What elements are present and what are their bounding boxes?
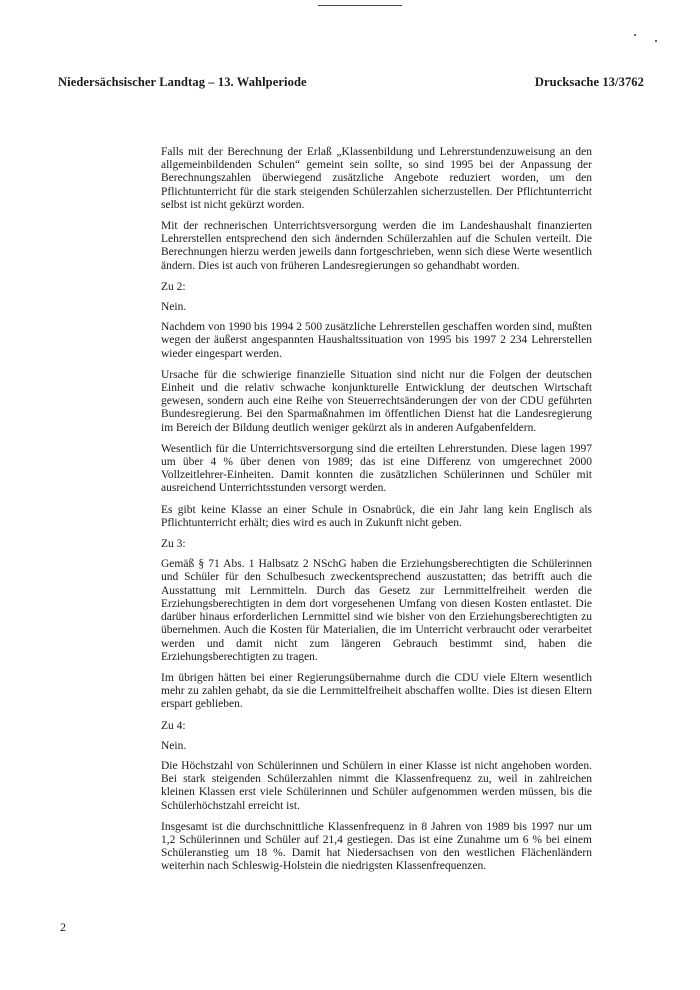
page-header [58, 75, 644, 90]
scan-speck [655, 40, 657, 42]
page-number: 2 [60, 920, 66, 934]
header-title: Niedersächsischer Landtag – 13. Wahlperiode [58, 75, 307, 89]
paragraph: Im übrigen hätten bei einer Regierungsübernahme durch die CDU viele Eltern wesentlich mehr zu zahlen gehabt, da sie die Lernmittelfreiheit abschaffen wollte. Dies ist diesen Eltern erspart geblieben. [161, 671, 592, 711]
paragraph: Die Höchstzahl von Schülerinnen und Schülern in einer Klasse ist nicht angehoben worden. Bei stark steigenden Schülerzahlen nimmt die Klassenfrequenz zu, weil in zahlreichen kleinen Klassen erst viele Schülerinnen und Schüler aufgenommen werden müssen, bis die Schülerhöchstzahl erreicht ist. [161, 759, 592, 812]
section-label: Zu 3: [161, 538, 186, 551]
paragraph: Insgesamt ist die durchschnittliche Klassenfrequenz in 8 Jahren von 1989 bis 1997 nur um 1,2 Schülerinnen und Schüler auf 21,4 gestiegen. Das ist eine Zunahme um 6 % bei einem Schüleranstieg um 18 %. Damit hat Niedersachsen von den westlichen Flächenländern weiterhin nach Schleswig-Holstein die niedrigsten Klassenfrequenzen. [161, 820, 592, 873]
paragraph: Es gibt keine Klasse an einer Schule in Osnabrück, die ein Jahr lang kein Englisch als Pflichtunterricht erhält; dies wird es auch in Zukunft nicht geben. [161, 503, 592, 529]
paragraph: Nachdem von 1990 bis 1994 2 500 zusätzliche Lehrerstellen geschaffen worden sind, mußten wegen der äußerst angespannten Haushaltssituation von 1995 bis 1997 2 234 Lehrerstellen wieder eingespart werden. [161, 321, 592, 360]
paragraph: Falls mit der Berechnung der Erlaß „Klassenbildung und Lehrerstundenzuweisung an den allgemeinbildenden Schulen“ gemeint sein sollte, so sind 1995 bei der Anpassung der Berechnungszahlen überwiegend zusätzliche Angebote reduziert worden, um den Pflichtunterricht für die stark steigenden Schülerzahlen sicherzustellen. Der Pflichtunterricht selbst ist nicht gekürzt worden. [161, 146, 592, 211]
document-body [161, 146, 592, 882]
paragraph: Ursache für die schwierige finanzielle Situation sind nicht nur die Folgen der deutschen Einheit und die relativ schwache konjunkturelle Entwicklung der deutschen Wirtschaft gewesen, sondern auch eine Reihe von Steuerrechtsänderungen der von der CDU geführten Bundesregierung. Bei den Sparmaßnahmen im öffentlichen Dienst hat die Landesregierung im Bereich der Bildung deutlich weniger gekürzt als in anderen Aufgabenfeldern. [161, 368, 592, 434]
scan-speck [634, 34, 636, 36]
document-number: Drucksache 13/3762 [534, 75, 644, 89]
section-label: Zu 2: [161, 280, 186, 293]
paragraph: Wesentlich für die Unterrichtsversorgung sind die erteilten Lehrerstunden. Diese lagen 1997 um über 4 % über denen von 1989; das ist eine Differenz von umgerechnet 2000 Vollzeitlehrer-Einheiten. Damit konnten die zusätzlichen Schülerinnen und Schüler mit ausreichend Unterrichtsstunden versorgt werden. [161, 442, 592, 495]
section-label: Zu 4: [161, 719, 186, 732]
paragraph: Mit der rechnerischen Unterrichtsversorgung werden die im Landeshaushalt finanzierten Lehrerstellen entsprechend den sich ändernden Schülerzahlen auf die Schulen verteilt. Die Berechnungen hierzu werden jeweils dann fortgeschrieben, wenn sich diese Werte wesentlich ändern. Dies ist auch von früheren Landesregierungen so gehandhabt worden. [161, 220, 592, 272]
paragraph: Gemäß § 71 Abs. 1 Halbsatz 2 NSchG haben die Erziehungsberechtigten die Schülerinnen und Schüler für den Schulbesuch zweckentsprechend auszustatten; das betrifft auch die Ausstattung mit Lernmitteln. Durch das Gesetz zur Lernmittelfreiheit werden die Erziehungsberechtigten in dem dort vorgesehenen Umfang von diesen Kosten entlastet. Die darüber hinaus erforderlichen Lernmittel sind wie bisher von den Erziehungsberechtigten zu übernehmen. Auch die Kosten für Materialien, die im Unterricht verbraucht oder verarbeitet werden und damit nicht zum längeren Gebrauch bestimmt sind, haben die Erziehungsberechtigten zu tragen. [161, 558, 592, 663]
answer-label: Nein. [161, 739, 187, 752]
answer-label: Nein. [161, 301, 187, 314]
top-rule [318, 5, 402, 6]
